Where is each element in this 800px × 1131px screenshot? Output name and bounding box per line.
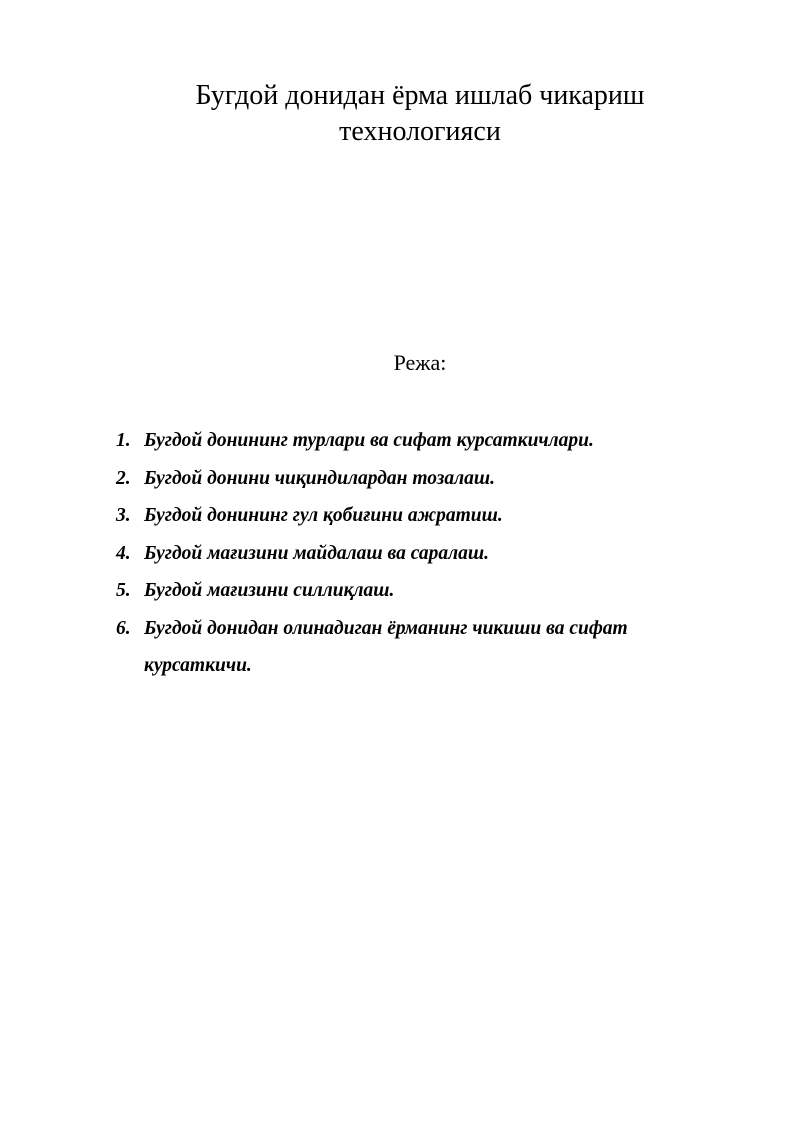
plan-item [116,610,696,685]
plan-item-text: Бугдой мағизини майдалаш ва саралаш. [144,542,490,564]
plan-item [116,460,696,498]
plan-item-number: 1. [116,430,131,451]
plan-item-number: 4. [116,542,131,564]
plan-item [116,497,696,535]
document-title [120,78,720,150]
plan-list [116,422,696,685]
plan-item [116,535,696,573]
plan-item-number: 2. [116,467,131,489]
plan-item-number: 5. [116,580,131,601]
plan-item-number: 6. [116,617,131,639]
plan-item-text: Бугдой мағизини силлиқлаш. [144,580,395,601]
plan-item [116,422,696,460]
plan-heading: Режа: [393,350,447,375]
plan-item-text: Бугдой донининг гул қобиғини ажратиш. [144,505,503,526]
title-line-1: Бугдой донидан ёрма ишлаб чикариш [195,80,645,111]
plan-item-text: Бугдой донини чиқиндилардан тозалаш. [144,467,495,489]
plan-item-text: Бугдой донининг турлари ва сифат курсаткичлари. [144,430,594,451]
plan-item-text: Бугдой донидан олинадиган ёрманинг чикиши ва сифат курсаткичи. [144,617,628,676]
plan-item-number: 3. [116,505,131,526]
plan-item [116,572,696,610]
title-line-2: технологияси [339,116,501,147]
